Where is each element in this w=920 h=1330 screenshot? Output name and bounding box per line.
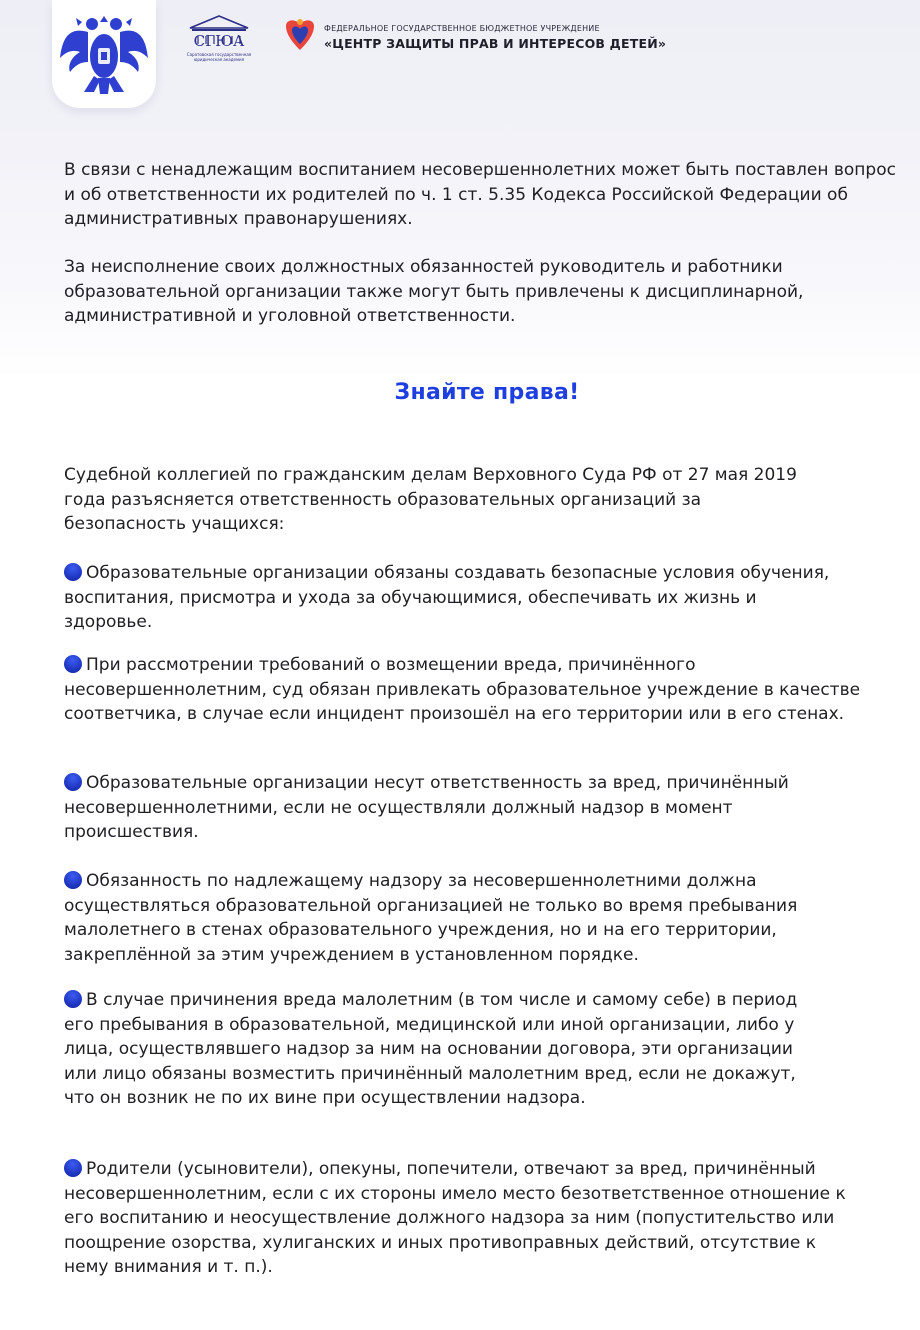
sgua-logo-subtext: Саратовская государственная юридическая академия	[186, 52, 252, 62]
page-heading: Знайте права!	[394, 380, 580, 405]
diamond-bullet-icon	[60, 651, 85, 676]
lead-paragraph: Судебной коллегией по гражданским делам Верховного Суда РФ от 27 мая 2019 года разъясняется ответственность образовательных организаций за безопасность учащихся:	[64, 465, 797, 534]
bullet-text: Образовательные организации обязаны создавать безопасные условия обучения, воспитания, присмотра и ухода за обучающимися, обеспечивать их жизнь и здоровье.	[64, 563, 830, 632]
bullet-item	[64, 1157, 854, 1280]
diamond-bullet-icon	[60, 867, 85, 892]
intro-paragraph-2: За неисполнение своих должностных обязанностей руководитель и работники образовательной организации также могут быть привлечены к дисциплинарной, административной и уголовной ответственности.	[64, 257, 804, 326]
bullet-item	[64, 869, 864, 967]
diamond-bullet-icon	[60, 559, 85, 584]
emblem-tab	[52, 0, 156, 108]
bullet-item	[64, 771, 854, 845]
bullet-item	[64, 653, 864, 727]
bullet-text: Родители (усыновители), опекуны, попечители, отвечают за вред, причинённый несовершеннолетним, если с их стороны имело место безответственное отношение к его воспитанию и неосуществление должного надзора за ним (попустительство или поощрение озорства, хулиганских и иных противоправных действий, отсутствие к нему внимания и т. п.).	[64, 1159, 846, 1277]
bullet-text: Обязанность по надлежащему надзору за несовершеннолетними должна осуществляться образовательной организацией не только во время пребывания малолетнего в стенах образовательного учреждения, но и на его территории, закреплённой за этим учреждением в установленном порядке.	[64, 871, 798, 965]
bullet-item	[64, 561, 844, 635]
heart-shield-icon	[282, 16, 318, 56]
bullet-text: В случае причинения вреда малолетним (в том числе и самому себе) в период его пребывания в образовательной, медицинской или иной организации, либо у лица, осуществлявшего надзор за ним на основании договора, эти организации или лицо обязаны возместить причинённый малолетним вред, если не докажут, что он возник не по их вине при осуществлении надзора.	[64, 990, 798, 1108]
bullet-item	[64, 988, 824, 1111]
bullet-text: Образовательные организации несут ответственность за вред, причинённый несовершеннолетними, если не осуществляли должный надзор в момент происшествия.	[64, 773, 789, 842]
diamond-bullet-icon	[60, 986, 85, 1011]
intro-paragraph-1: В связи с ненадлежащим воспитанием несовершеннолетних может быть поставлен вопрос и об ответственности их родителей по ч. 1 ст. 5.35 Кодекса Российской Федерации об административных правонарушениях.	[64, 160, 896, 229]
bullet-text: При рассмотрении требований о возмещении вреда, причинённого несовершеннолетним, суд обязан привлекать образовательное учреждение в качестве соответчика, в случае если инцидент произошёл на его территории или в его стенах.	[64, 655, 861, 724]
diamond-bullet-icon	[60, 1155, 85, 1180]
double-headed-eagle-icon	[58, 6, 150, 102]
diamond-bullet-icon	[60, 769, 85, 794]
org-name: «ЦЕНТР ЗАЩИТЫ ПРАВ И ИНТЕРЕСОВ ДЕТЕЙ»	[324, 36, 667, 51]
sgua-logo-text: СГЮА	[193, 32, 245, 50]
org-caption: ФЕДЕРАЛЬНОЕ ГОСУДАРСТВЕННОЕ БЮДЖЕТНОЕ УЧРЕЖДЕНИЕ	[324, 24, 600, 33]
